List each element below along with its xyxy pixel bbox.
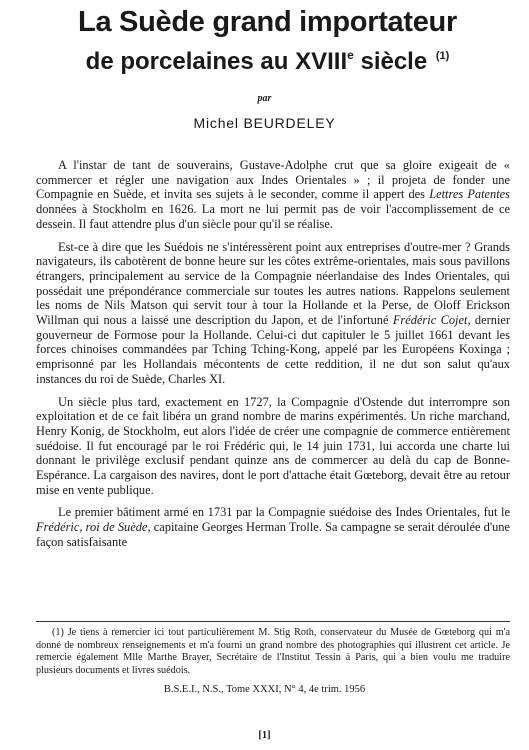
paragraph-1 [36,158,510,232]
paragraph-1-italic: Lettres Patentes [429,187,510,202]
paragraph-3: Un siècle plus tard, exactement en 1727, la Compagnie d'Ostende dut interrompre son exploitation et de ce fait libéra un grand nombre de marins expérimentés. Un riche marchand, Henry Konig, de Stockholm, eut alors l'idée de créer une compagnie de commerce entièrement suédoise. Il fut encouragé par le roi Frédéric qui, le 14 juin 1731, lui accorda une charte lui donnant le privilège exclusif pendant quinze ans de commercer au delà du cap de Bonne-Espérance. La cargaison des navires, dont le port d'attache était Gœteborg, devait être au retour mise en vente publique. [36,394,510,497]
paragraph-4-part-a: Le premier bâtiment armé en 1731 par la Compagnie suédoise des Indes Orientales, fut le [58,505,510,520]
author-name: Michel BEURDELEY [193,115,336,131]
paragraph-2-part-a: Est-ce à dire que les Suédois ne s'intéressèrent point aux entreprises d'outre-mer ? Grands navigateurs, ils cabotèrent de bonne heure sur les côtes extrême-orientales, mais sous pavillons étrangers, principalement au service de la Compagnie néerlandaise des Indes Orientales, qui possédait une prépondérance commerciale sur toutes les autres nations. Rappelons seulement les noms de Nils Matson qui servit tour à tour la Hollande et la Perse, de Oloff Erickson Willman qui nous a laissé une description du Japon, et de l'infortuné [36,239,510,328]
paragraph-4-italic: Frédéric, roi de Suède [36,520,148,535]
paragraph-4-part-b: , capitaine Georges Herman Trolle. Sa campagne se serait déroulée d'une façon satisfaisante [36,520,510,549]
footnote-divider [36,621,510,622]
title-line2-text: de porcelaines au XVIII [85,48,348,75]
paragraph-2 [36,240,510,387]
paragraph-2-italic: Frédéric Cojet [392,313,468,328]
article-body [36,158,510,558]
footnote-reference: (1) [435,50,450,62]
title-line2-end: siècle [353,48,434,75]
article-title-line1: La Suède grand importateur [78,6,457,38]
paragraph-1-part-a: A l'instar de tant de souverains, Gustave-Adolphe crut que sa gloire exigeait de « commercer et régler une navigation aux Indes Orientales » ; il projeta de fonder une Compagnie en Suède, et invita ses sujets à le seconder, comme il appert des [36,158,510,202]
paragraph-1-part-b: données à Stockholm en 1626. La mort ne lui permit pas de voir l'accomplissement de ce dessein. Il faut attendre plus d'un siècle pour qu'il se réalise. [36,202,510,231]
byline-par: par [257,93,272,104]
journal-citation: B.S.E.I., N.S., Tome XXXI, N° 4, 4e trim. 1956 [163,684,366,695]
footnote: (1) Je tiens à remercier ici tout particulièrement M. Stig Roth, conservateur du Musée de Gœteborg qui m'a donné de nombreux renseignements et m'a fourni un grand nombre des photographies qui illustrent cet article. Je remercie également Mlle Marthe Brayer, Secrétaire de l'Institut Tessin à Paris, qui a bien voulu me traduire plusieurs documents et livres suédois. [36,627,510,676]
paragraph-2-part-b: , dernier gouverneur de Formose pour la Hollande. Celui-ci dut capituler le 5 juillet 1661 devant les forces chinoises commandées par Tching Tching-Kong, appelé par les Européens Koxinga ; emprisonné par les Hollandais mécontents de cette reddition, il ne dut son salut qu'aux instances du roi de Suède, Charles XI. [36,313,511,386]
paragraph-4 [36,505,510,549]
title-superscript: e [347,48,354,62]
article-title-line2 [30,40,505,77]
page-number: [1] [258,730,271,741]
